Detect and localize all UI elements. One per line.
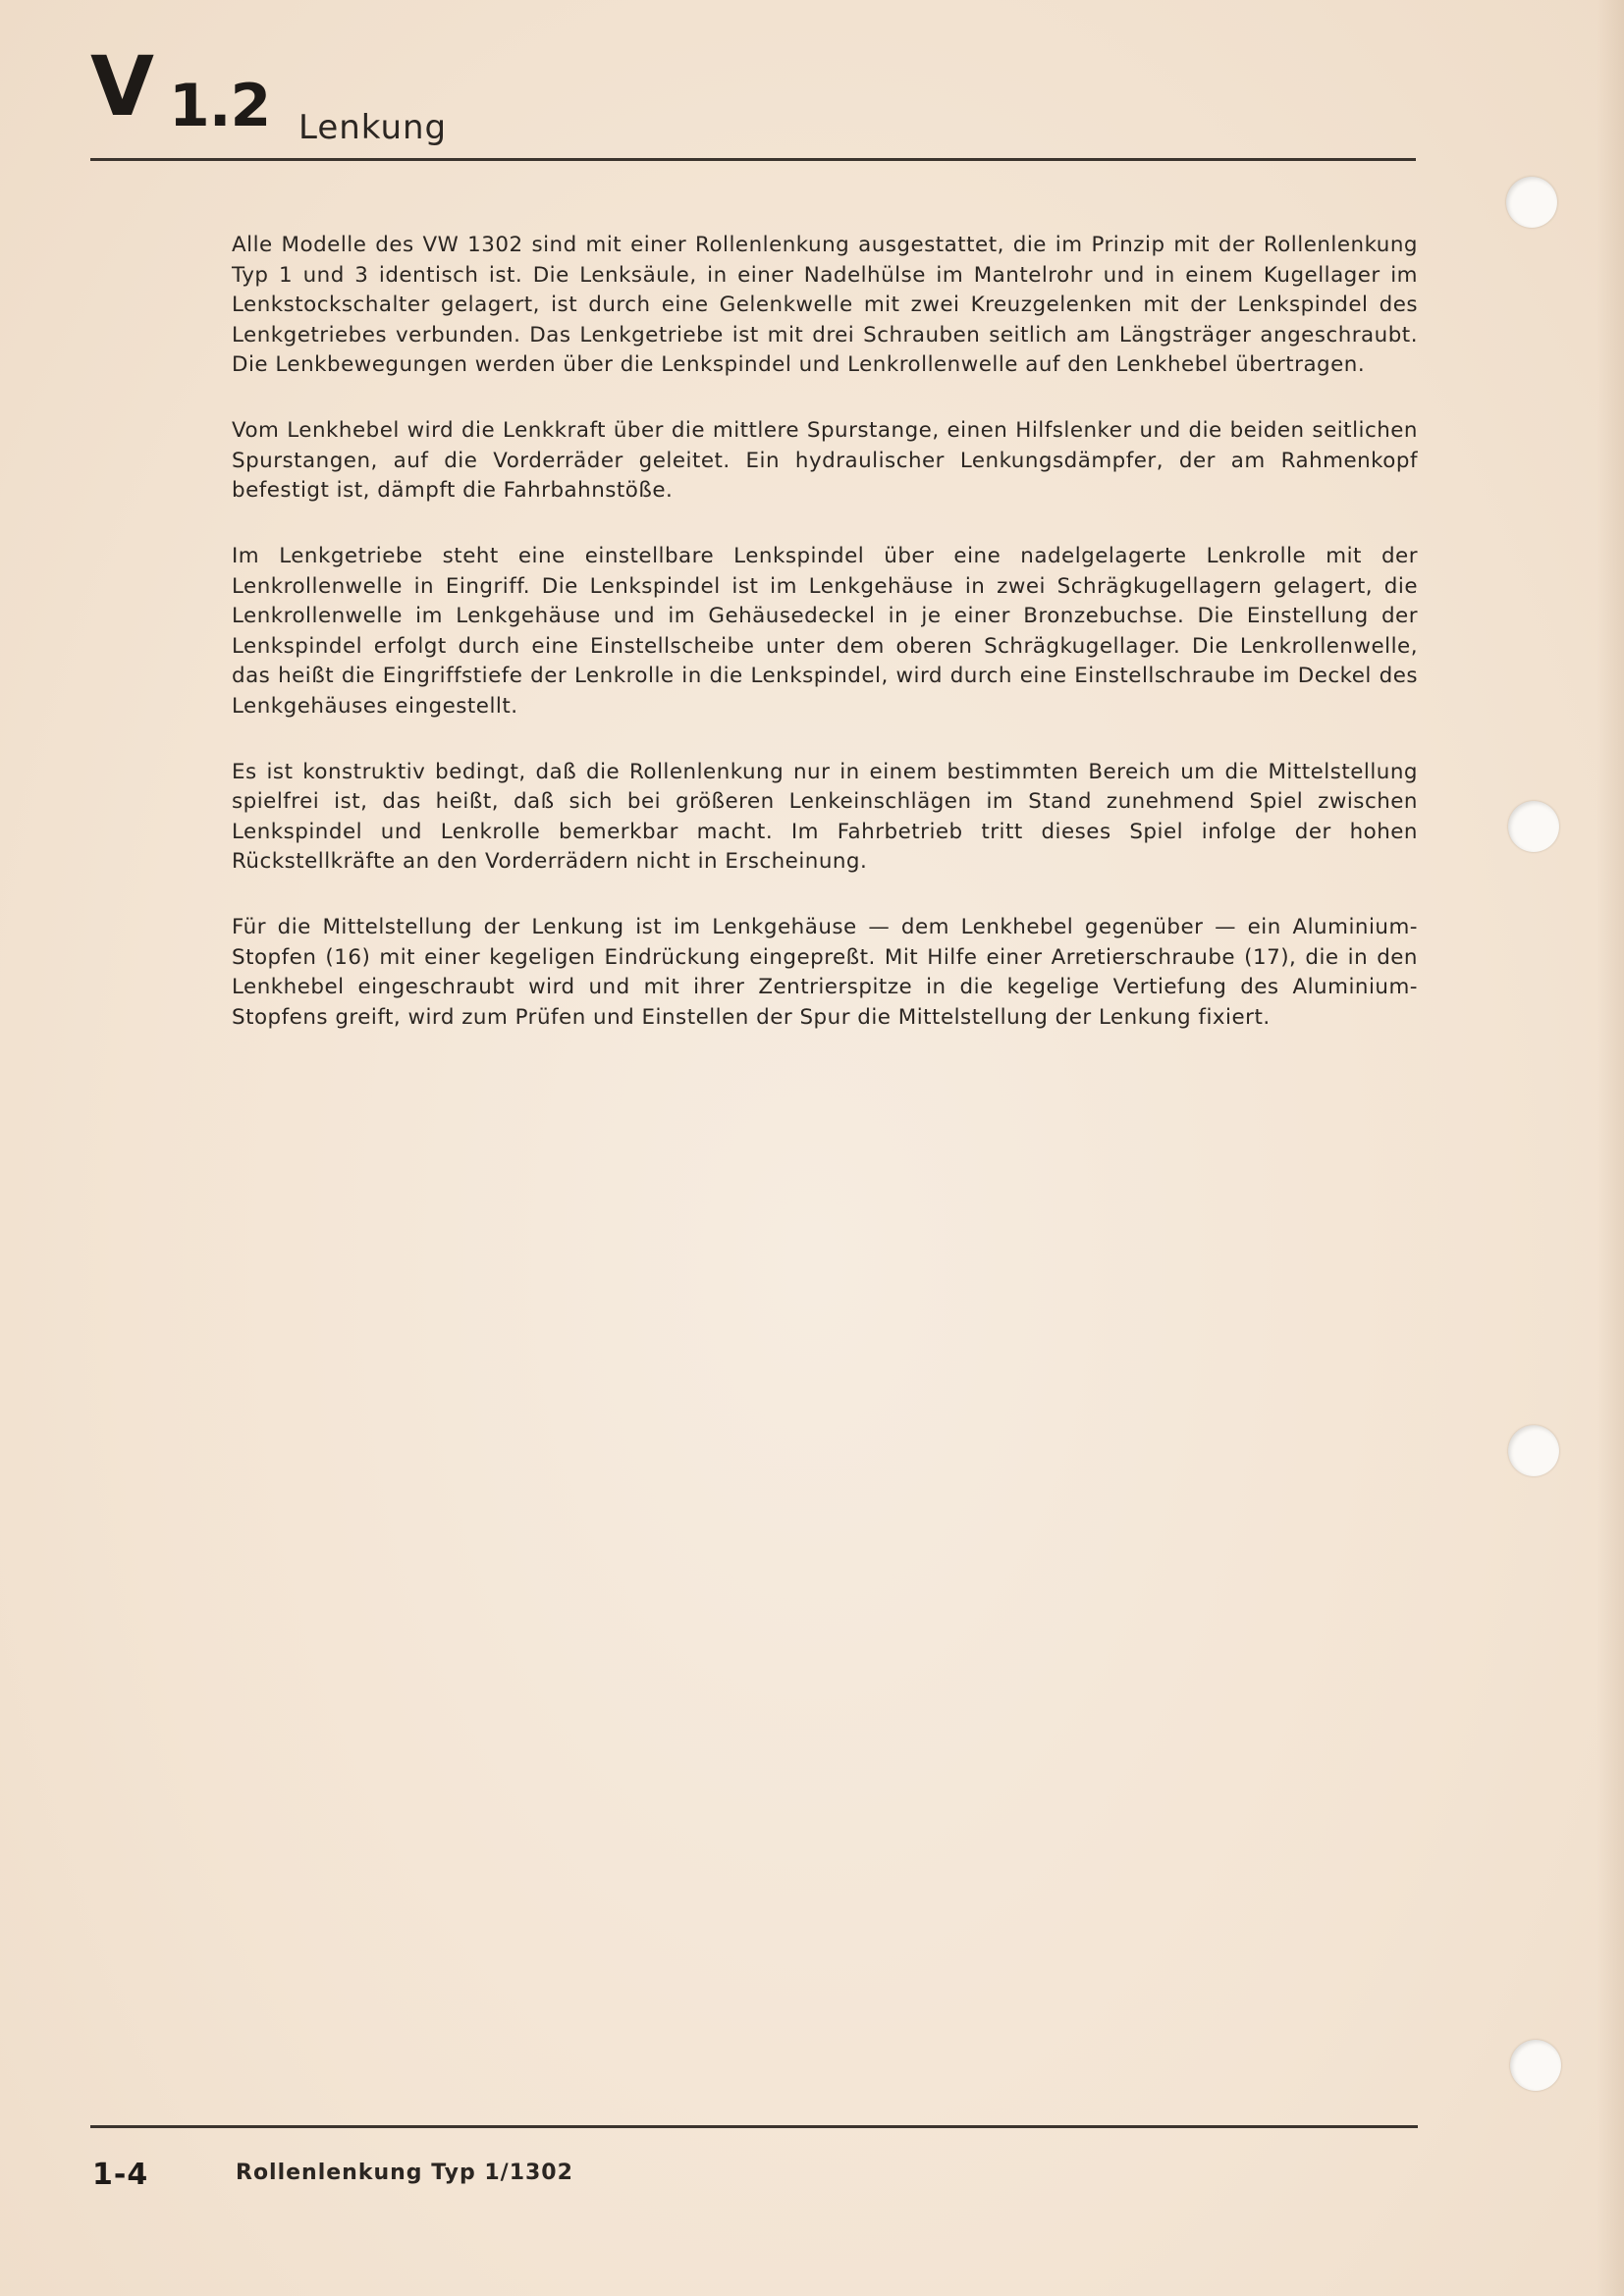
section-number: 1.2: [169, 72, 271, 140]
punch-hole: [1510, 2040, 1561, 2091]
footer-title: Rollenlenkung Typ 1/1302: [236, 2161, 573, 2185]
section-header: [90, 39, 1416, 157]
header-rule: [90, 158, 1416, 161]
paragraph-3: Im Lenkgetriebe steht eine einstellbare Lenkspindel über eine nadelgelagerte Lenkrolle mit der Lenkrollenwelle in Eingriff. Die Lenkspindel ist im Lenkgehäuse in zwei Schrägkugellagern gelagert, die Lenkrollenwelle im Lenkgehäuse und im Gehäusedeckel in je einer Bronzebuchse. Die Einstellung der Lenkspindel erfolgt durch eine Einstellscheibe unter dem oberen Schrägkugellager. Die Lenkrollenwelle, das heißt die Eingriffstiefe der Lenkrolle in die Lenkspindel, wird durch eine Einstellschraube im Deckel des Lenkgehäuses eingestellt.: [232, 544, 1418, 719]
section-title: Lenkung: [298, 108, 448, 147]
paragraph-2: Vom Lenkhebel wird die Lenkkraft über die mittlere Spurstange, einen Hilfslenker und die beiden seitlichen Spurstangen, auf die Vorderräder geleitet. Ein hydraulischer Lenkungsdämpfer, der am Rahmenkopf befestigt ist, dämpft die Fahrbahnstöße.: [232, 418, 1418, 503]
punch-hole: [1506, 177, 1557, 228]
punch-hole: [1508, 1425, 1559, 1476]
paragraph-5: Für die Mittelstellung der Lenkung ist im Lenkgehäuse — dem Lenkhebel gegenüber — ein Aluminium-Stopfen (16) mit einer kegeligen Eindrückung eingepreßt. Mit Hilfe einer Arretierschraube (17), die in den Lenkhebel eingeschraubt wird und mit ihrer Zentrierspitze in die kegelige Vertiefung des Aluminium-Stopfens greift, wird zum Prüfen und Einstellen der Spur die Mittelstellung der Lenkung fixiert.: [232, 915, 1418, 1030]
paragraph-4: Es ist konstruktiv bedingt, daß die Rollenlenkung nur in einem bestimmten Bereich um die Mittelstellung spielfrei ist, das heißt, daß sich bei größeren Lenkeinschlägen im Stand zunehmend Spiel zwischen Lenkspindel und Lenkrolle bemerkbar macht. Im Fahrbetrieb tritt dieses Spiel infolge der hohen Rückstellkräfte an den Vorderrädern nicht in Erscheinung.: [232, 759, 1418, 874]
section-letter: V: [90, 38, 155, 134]
page-edge-shadow: [1597, 0, 1624, 2296]
body-text: [232, 231, 1418, 1069]
paragraph-1: Alle Modelle des VW 1302 sind mit einer Rollenlenkung ausgestattet, die im Prinzip mit der Rollenlenkung Typ 1 und 3 identisch ist. Die Lenksäule, in einer Nadelhülse im Mantelrohr und in einem Kugellager im Lenkstockschalter gelagert, ist durch eine Gelenkwelle mit zwei Kreuzgelenken mit der Lenkspindel des Lenkgetriebes verbunden. Das Lenkgetriebe ist mit drei Schrauben seitlich am Längsträger angeschraubt. Die Lenkbewegungen werden über die Lenkspindel und Lenkrollenwelle auf den Lenkhebel übertragen.: [232, 233, 1418, 377]
footer-rule: [90, 2125, 1418, 2128]
punch-hole: [1508, 801, 1559, 852]
page-number: 1-4: [92, 2158, 149, 2192]
